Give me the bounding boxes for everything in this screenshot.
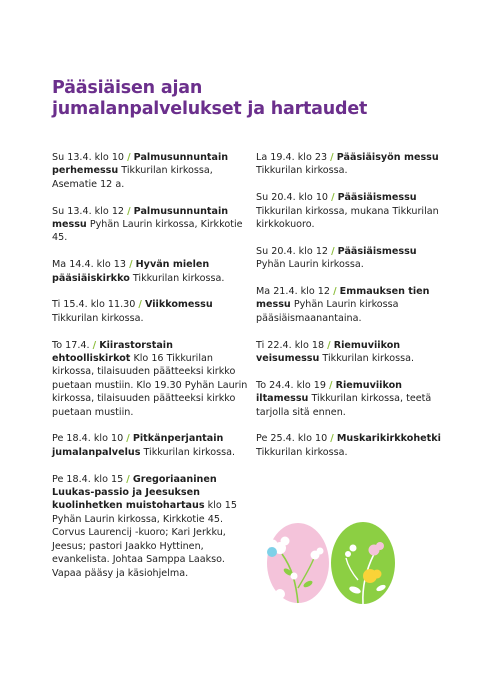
service-entry — [256, 432, 446, 459]
separator-slash: / — [333, 286, 337, 298]
green-egg-icon — [331, 522, 395, 604]
service-entry — [256, 191, 446, 231]
service-date: Ti 15.4. klo 11.30 — [52, 299, 136, 311]
service-name: Palmusunnuntain perhemessu — [52, 152, 229, 177]
separator-slash: / — [331, 192, 335, 204]
service-date: Su 20.4. klo 10 — [256, 192, 329, 204]
separator-slash: / — [126, 473, 130, 485]
pink-egg-icon — [267, 523, 329, 603]
service-name: Riemuviikon veisumessu — [256, 339, 401, 365]
service-details: Tikkurilan kirkossa. — [143, 446, 236, 458]
service-date: La 19.4. klo 23 — [256, 152, 328, 163]
service-details: Tikkurilan kirkossa, teetä tarjolla sitä ennen. — [256, 393, 432, 418]
service-date: Su 13.4. klo 10 — [52, 152, 125, 163]
service-name: Hyvän mielen pääsiäiskirkko — [52, 259, 210, 284]
service-details: Pyhän Laurin kirkossa. — [256, 259, 364, 271]
service-details: Klo 16 Tikkurilan kirkossa, tilaisuuden päätteeksi kirkko puetaan mustiin. Klo 19.30 Pyhän Laurin kirkossa, tilaisuuden päätteeksi kirkko puetaan mustiin. — [52, 353, 248, 418]
service-name: Kiirastorstain ehtoolliskirkot — [52, 339, 173, 365]
service-details: Tikkurilan kirkossa. — [256, 446, 348, 458]
service-details: Tikkurilan kirkossa. — [52, 312, 144, 324]
service-date: To 24.4. klo 19 — [256, 379, 326, 391]
service-date: Ti 22.4. klo 18 — [256, 339, 325, 351]
separator-slash: / — [127, 205, 131, 217]
service-details: Pyhän Laurin kirkossa, Kirkkotie 45. — [52, 219, 243, 244]
service-name: Pääsiäismessu — [337, 245, 417, 257]
service-date: Pe 18.4. klo 15 — [52, 473, 124, 485]
service-entry — [256, 379, 446, 419]
easter-eggs-illustration — [258, 518, 408, 608]
service-details: Tikkurilan kirkossa. — [322, 353, 414, 365]
service-name: Riemuviikon iltamessu — [256, 379, 402, 405]
left-column — [52, 151, 252, 593]
service-name: Gregoriaaninen Luukas-passio ja Jeesuksen kuolinhetken muistohartaus — [52, 473, 217, 512]
service-entry — [52, 473, 252, 580]
service-entry — [256, 285, 446, 325]
service-date: Ma 21.4. klo 12 — [256, 286, 331, 298]
page-title — [52, 78, 367, 120]
service-entry — [256, 151, 446, 178]
service-date: Pe 18.4. klo 10 — [52, 433, 124, 445]
separator-slash: / — [329, 379, 333, 391]
service-details: Tikkurilan kirkossa, Asematie 12 a. — [52, 165, 213, 190]
title-line-2: jumalanpalvelukset ja hartaudet — [52, 99, 368, 119]
service-details: Pyhän Laurin kirkossa pääsiäismaanantaina. — [256, 299, 399, 324]
separator-slash: / — [327, 339, 331, 351]
separator-slash: / — [127, 152, 131, 163]
service-name: Pääsiäisyön messu — [336, 152, 439, 163]
separator-slash: / — [330, 433, 334, 445]
service-details: Tikkurilan kirkossa, mukana Tikkurilan kirkkokuoro. — [256, 205, 439, 231]
service-name: Pitkänperjantain jumalanpalvelus — [52, 433, 224, 458]
service-details: klo 15 Pyhän Laurin kirkossa, Kirkkotie 45. Corvus Laurencij -kuoro; Kari Jerkku, Jeesus; pastori Jaakko Hyttinen, evankelista. Johtaa Samppa Laakso. Vapaa pääsy ja käsiohjelma. — [52, 500, 237, 579]
service-entry — [52, 298, 252, 325]
separator-slash: / — [129, 259, 133, 271]
service-name: Muskarikirkkohetki — [336, 433, 441, 445]
service-details: Tikkurilan kirkossa. — [132, 272, 225, 284]
service-name: Palmusunnuntain messu — [52, 205, 229, 231]
right-column — [256, 151, 446, 473]
service-date: Su 20.4. klo 12 — [256, 245, 329, 257]
service-entry — [256, 339, 446, 366]
separator-slash: / — [92, 339, 97, 351]
title-line-1: Pääsiäisen ajan — [52, 78, 203, 98]
service-entry — [52, 432, 252, 459]
separator-slash: / — [330, 152, 334, 163]
service-date: Ma 14.4. klo 13 — [52, 259, 127, 271]
service-date: To 17.4. — [52, 339, 90, 351]
service-entry — [52, 339, 252, 419]
service-details: Tikkurilan kirkossa. — [256, 165, 348, 177]
service-date: Su 13.4. klo 12 — [52, 205, 125, 217]
service-entry — [52, 205, 252, 245]
service-entry — [256, 245, 446, 272]
separator-slash: / — [331, 245, 335, 257]
separator-slash: / — [126, 433, 130, 445]
service-entry — [52, 258, 252, 285]
service-name: Pääsiäismessu — [337, 192, 417, 204]
service-date: Pe 25.4. klo 10 — [256, 433, 328, 445]
service-name: Viikkomessu — [145, 299, 213, 311]
service-entry — [52, 151, 252, 191]
separator-slash: / — [138, 299, 142, 311]
service-name: Emmauksen tien messu — [256, 286, 430, 311]
